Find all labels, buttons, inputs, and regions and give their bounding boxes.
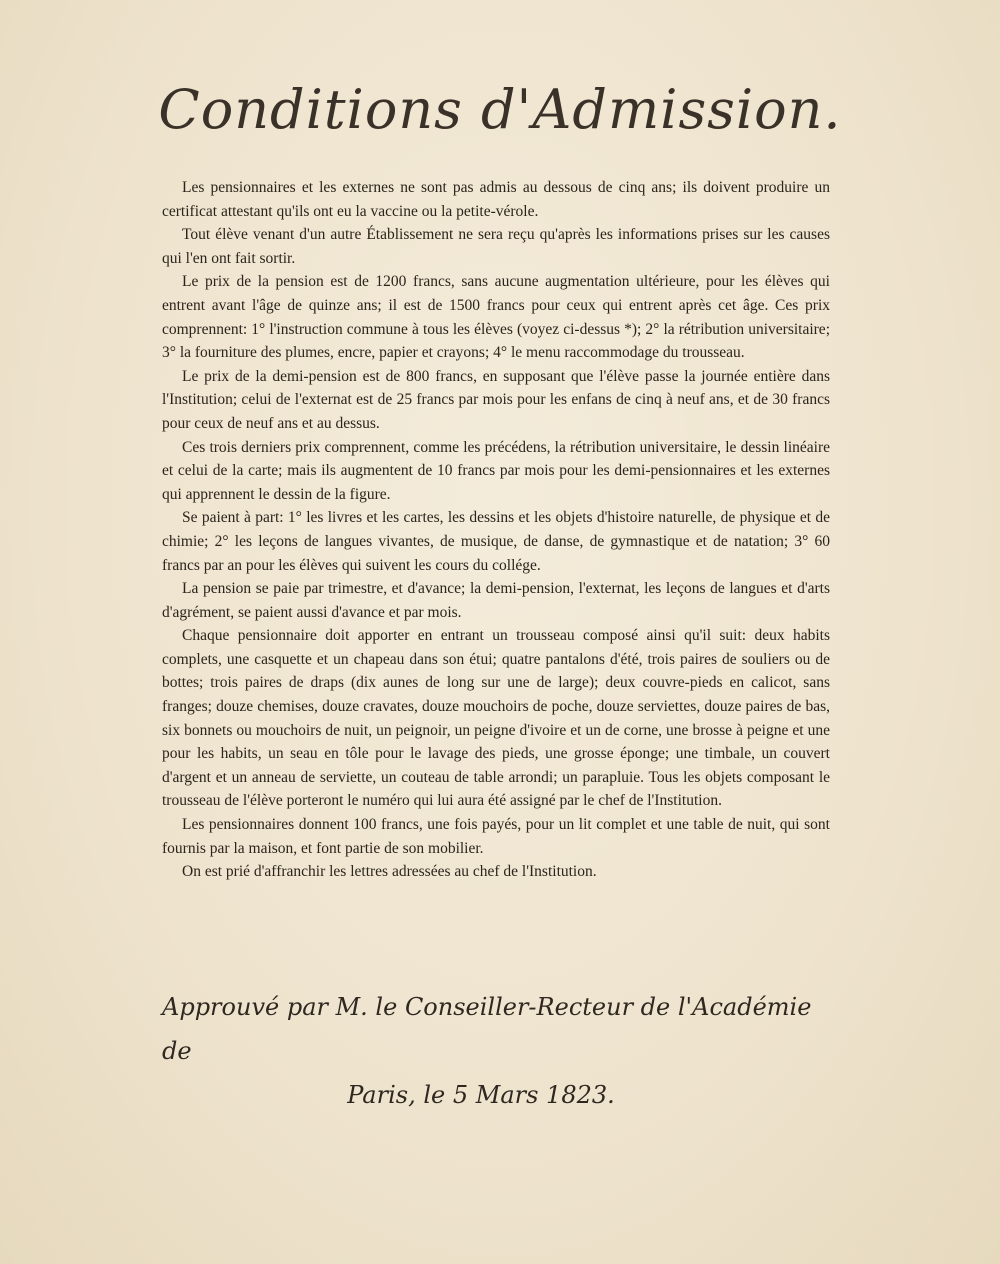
conditions-body	[162, 176, 830, 884]
paragraph-trousseau: Chaque pensionnaire doit apporter en entrant un trousseau composé ainsi qu'il suit: deux habits complets, une casquette et un chapeau dans son étui; quatre pantalons d'été, trois paires de souliers ou de bottes; trois paires de draps (dix aunes de long sur une de large); deux couvre-pieds en calicot, sans franges; douze chemises, douze cravates, douze mouchoirs de poche, douze serviettes, douze paires de bas, six bonnets ou mouchoirs de nuit, un peignoir, un peigne d'ivoire et un de corne, une brosse à peigne et une pour les habits, un seau en tôle pour le lavage des pieds, une grosse éponge; une timbale, un couvert d'argent et un anneau de serviette, un couteau de table arrondi; un parapluie. Tous les objets composant le trousseau de l'élève porteront le numéro qui lui aura été assigné par le chef de l'Institution.	[162, 627, 830, 810]
paragraph-bed-fee: Les pensionnaires donnent 100 francs, une fois payés, pour un lit complet et une table de nuit, qui sont fournis par la maison, et font partie de son mobilier.	[162, 816, 830, 857]
paragraph-age-certificate: Les pensionnaires et les externes ne sont pas admis au dessous de cinq ans; ils doivent produire un certificat attestant qu'ils ont eu la vaccine ou la petite-vérole.	[162, 179, 830, 220]
approval-line-1: Approuvé par M. le Conseiller-Recteur de l'Académie de	[162, 993, 812, 1065]
paragraph-postage: On est prié d'affranchir les lettres adressées au chef de l'Institution.	[182, 863, 597, 881]
approval-signature	[162, 985, 830, 1117]
paragraph-transfer: Tout élève venant d'un autre Établissement ne sera reçu qu'après les informations prises sur les causes qui l'en ont fait sortir.	[162, 226, 830, 267]
paragraph-pension-price: Le prix de la pension est de 1200 francs, sans aucune augmentation ultérieure, pour les élèves qui entrent avant l'âge de quinze ans; il est de 1500 francs pour ceux qui entrent après cet âge. Ces prix comprennent: 1° l'instruction commune à tous les élèves (voyez ci-dessus *); 2° la rétribution universitaire; 3° la fourniture des plumes, encre, papier et crayons; 4° le menu raccommodage du trousseau.	[162, 273, 830, 362]
paragraph-paid-separately: Se paient à part: 1° les livres et les cartes, les dessins et les objets d'histoire naturelle, de physique et de chimie; 2° les leçons de langues vivantes, de musique, de danse, de gymnastique et de natation; 3° 60 francs par an pour les élèves qui suivent les cours du collége.	[162, 509, 830, 574]
paragraph-demi-pension: Le prix de la demi-pension est de 800 francs, en supposant que l'élève passe la journée entière dans l'Institution; celui de l'externat est de 25 francs par mois pour les enfans de cinq à neuf ans, et de 30 francs pour ceux de neuf ans et au dessus.	[162, 367, 830, 432]
page-title: Conditions d'Admission.	[158, 78, 842, 141]
paragraph-extra-charges: Ces trois derniers prix comprennent, comme les précédens, la rétribution universitaire, le dessin linéaire et celui de la carte; mais ils augmentent de 10 francs par mois pour les demi-pensionnaires et les externes qui apprennent le dessin de la figure.	[162, 438, 830, 503]
approval-line-2: Paris, le 5 Mars 1823.	[347, 1081, 615, 1109]
paragraph-payment-terms: La pension se paie par trimestre, et d'avance; la demi-pension, l'externat, les leçons de langues et d'arts d'agrément, se paient aussi d'avance et par mois.	[162, 580, 830, 621]
